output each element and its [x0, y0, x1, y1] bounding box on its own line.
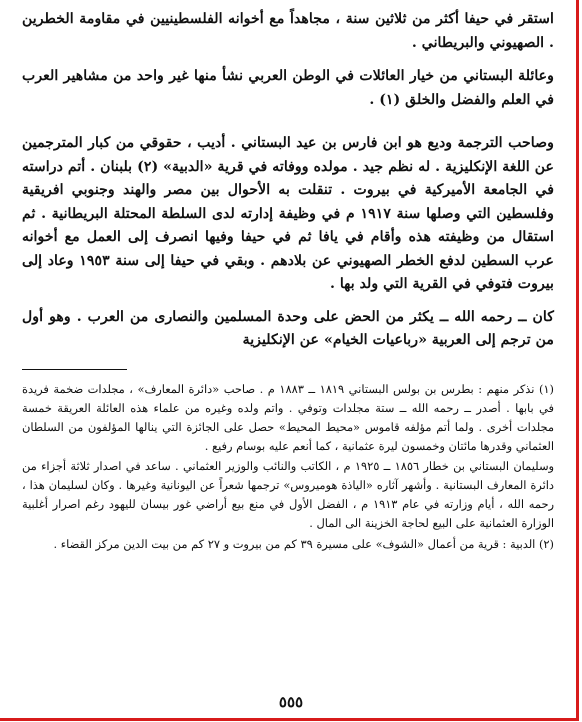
body-paragraph-2: وعائلة البستاني من خيار العائلات في الوطن العربي نشأ منها غير واحد من مشاهير العرب في العلم والفضل والخلق (١) . — [22, 68, 554, 108]
footnote-separator — [22, 369, 127, 370]
footnote-1: (١) نذكر منهم : بطرس بن بولس البستاني ١٨١٩ ــ ١٨٨٣ م . صاحب «دائرة المعارف» ، مجلدات ضخمة فريدة في بابها . أصدر ــ رحمه الله ــ ستة مجلدات وتوفي . واتم ولده وغيره من علماء هذه العائلة العريقة خمسة مجلدات أخرى . ولما أتم مؤلفه قاموس «محيط المحيط» حصل على الجائزة التي ينالها المؤلفون من السلطان العثماني وقدرها مائتان وخمسون ليرة عثمانية ، كما أنعم عليه بوسام رفيع . — [22, 381, 554, 453]
body-paragraph-4: كان ــ رحمه الله ــ يكثر من الحض على وحدة المسلمين والنصارى من العرب . وهو أول من ترجم إلى العربية «رباعيات الخيام» عن الإنكليزية — [22, 308, 554, 348]
page-number: ٥٥٥ — [278, 693, 304, 711]
book-page — [22, 8, 554, 554]
body-paragraph-3: وصاحب الترجمة وديع هو ابن فارس بن عيد البستاني . أديب ، حقوقي من كبار المترجمين عن اللغة الإنكليزية . له نظم جيد . مولده ووفاته في قرية «الدبية» (٢) بلبنان . أتم دراسته في الجامعة الأميركية في بيروت . تنقلت به الأحوال بين مصر والهند وجنوبي افريقية وفلسطين التي وصلها سنة ١٩١٧ م في وظيفة إدارته لدى السلطة المحتلة البريطانية . ثم استقال من وظيفته هذه وأقام في يافا ثم في حيفا وفيها انصرف إلى العمل مع أخوانه عرب السطين لدفع الخطر الصهيوني عن بلادهم . وبقي في حيفا إلى سنة ١٩٥٣ وعاد إلى بيروت فتوفي في القرية التي ولد بها . — [22, 135, 554, 292]
footnote-separator-wrap — [22, 353, 554, 380]
footnote-2: (٢) الدبية : قرية من أعمال «الشوف» على مسيرة ٣٩ كم من بيروت و ٢٧ كم من بيت الدين مركز القضاء . — [53, 537, 554, 552]
body-paragraph-1: استقر في حيفا أكثر من ثلاثين سنة ، مجاهداً مع أخوانه الفلسطينيين في مقاومة الخطرين . الصهيوني والبريطاني . — [22, 11, 554, 51]
footnote-1-continued: وسليمان البستاني بن خطار ١٨٥٦ ــ ١٩٢٥ م ، الكاتب والنائب والوزير العثماني . ساعد في اصدار ثلاثة أجزاء من دائرة المعارف البستانية . وأشهر آثاره «الياذة هوميروس» ترجمها شعراً عن اليونانية وغيرها . وكان لسليمان هذا ، رحمه الله ، أيام وزارته في عام ١٩١٣ م ، الفضل الأول في منع بيع أراضي غور بيسان لليهود رغم اصرار أغلبية الوزارة العثمانية على البيع لحاجة الخزينة الى المال . — [22, 458, 554, 531]
